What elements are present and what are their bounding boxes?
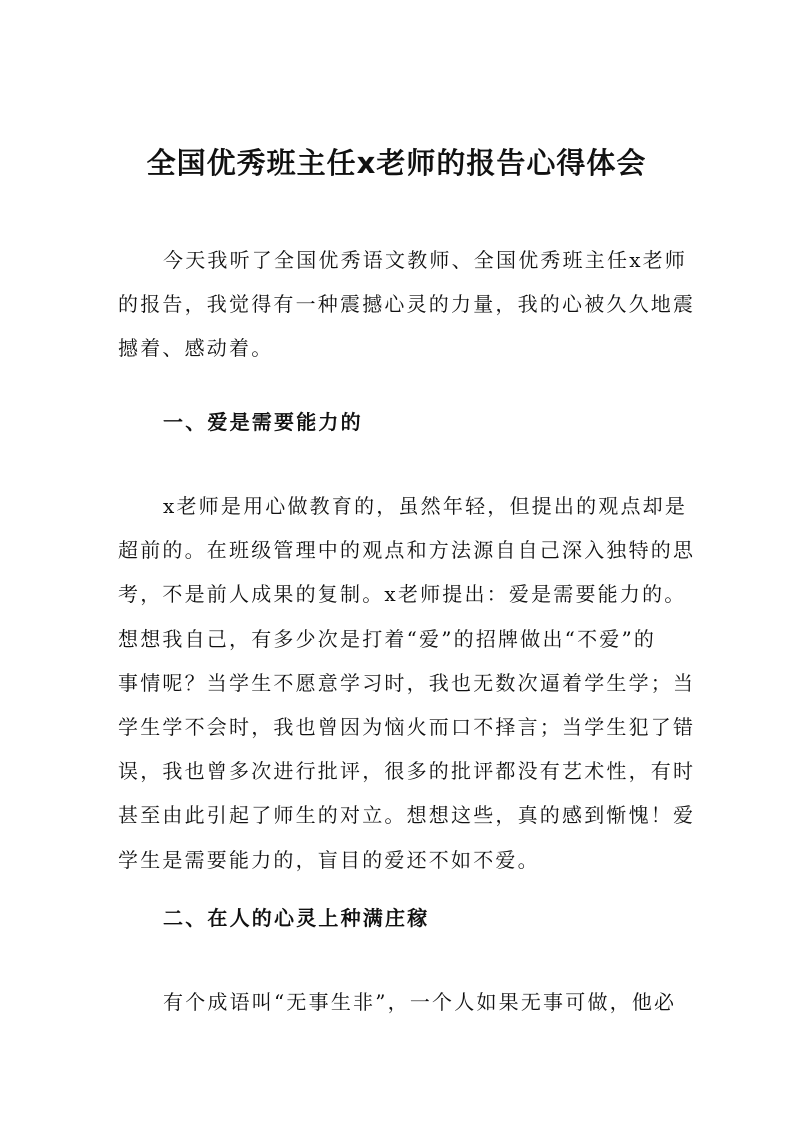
- paragraph-line: 今天我听了全国优秀语文教师、全国优秀班主任x老师: [163, 248, 688, 272]
- section1-paragraph: [118, 484, 696, 882]
- document-title: 全国优秀班主任x老师的报告心得体会: [146, 146, 647, 181]
- paragraph-line: 学生是需要能力的，盲目的爱还不如不爱。: [118, 847, 540, 872]
- paragraph-line: 有个成语叫“无事生非”，一个人如果无事可做，他必: [163, 990, 677, 1014]
- paragraph-line: 想想我自己，有多少次是打着“爱”的招牌做出“不爱”的: [118, 626, 657, 651]
- intro-paragraph: [118, 238, 696, 371]
- paragraph-line: 甚至由此引起了师生的对立。想想这些，真的感到惭愧！爱: [118, 803, 696, 828]
- paragraph-line: 的报告，我觉得有一种震撼心灵的力量，我的心被久久地震: [118, 292, 696, 317]
- paragraph-line: 事情呢？当学生不愿意学习时，我也无数次逼着学生学；当: [118, 670, 696, 695]
- section2-paragraph: [118, 980, 676, 1024]
- paragraph-line: 考，不是前人成果的复制。x老师提出：爱是需要能力的。: [118, 582, 687, 607]
- paragraph-line: 超前的。在班级管理中的观点和方法源自自己深入独特的思: [118, 538, 696, 563]
- section-heading-2: 二、在人的心灵上种满庄稼: [163, 906, 430, 930]
- paragraph-line: 误，我也曾多次进行批评，很多的批评都没有艺术性，有时: [118, 759, 696, 784]
- section-heading-1: 一、爱是需要能力的: [163, 410, 363, 434]
- paragraph-line: x老师是用心做教育的，虽然年轻，但提出的观点却是: [163, 494, 688, 518]
- paragraph-line: 学生学不会时，我也曾因为恼火而口不择言；当学生犯了错: [118, 715, 696, 740]
- paragraph-line: 撼着、感动着。: [118, 336, 274, 361]
